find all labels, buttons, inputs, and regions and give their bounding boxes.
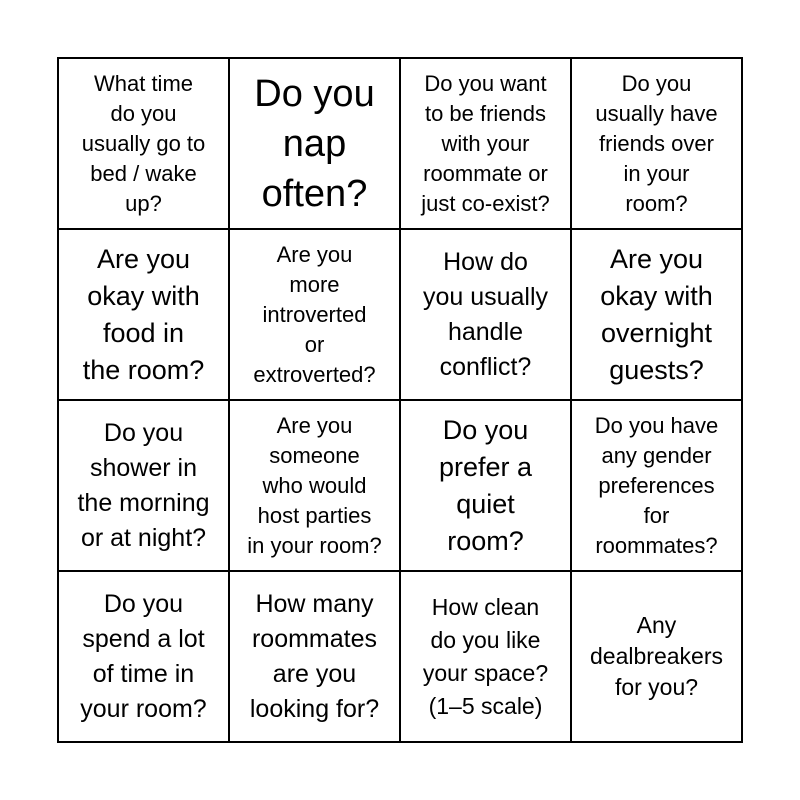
cell-text: How many roommates are you looking for? [249, 589, 380, 723]
bingo-board [57, 57, 743, 743]
cell-text: How clean do you like your space? (1–5 scale) [422, 593, 549, 719]
cell-text: Do you nap often? [254, 72, 375, 215]
cell-text: Do you prefer a quiet room? [438, 414, 533, 556]
cell-text: Do you spend a lot of time in your room? [80, 589, 207, 723]
bingo-cell-bedtime[interactable] [58, 58, 229, 229]
cell-text: Are you someone who would host parties in your room? [247, 412, 382, 558]
bingo-cell-conflict[interactable] [400, 229, 571, 400]
cell-text: How do you usually handle conflict? [422, 247, 549, 381]
bingo-cell-friends-or-coexist[interactable] [400, 58, 571, 229]
bingo-cell-shower-time[interactable] [58, 400, 229, 571]
bingo-cell-overnight-guests[interactable] [571, 229, 742, 400]
bingo-cell-food-in-room[interactable] [58, 229, 229, 400]
bingo-cell-time-in-room[interactable] [58, 571, 229, 742]
bingo-cell-how-many-roommates[interactable] [229, 571, 400, 742]
bingo-cell-introvert-extrovert[interactable] [229, 229, 400, 400]
bingo-cell-gender-preferences[interactable] [571, 400, 742, 571]
bingo-cell-cleanliness[interactable] [400, 571, 571, 742]
cell-text: Are you more introverted or extroverted? [253, 241, 376, 387]
cell-text: Do you want to be friends with your roommate or just co-exist? [421, 70, 550, 216]
bingo-cell-dealbreakers[interactable] [571, 571, 742, 742]
bingo-cell-quiet-room[interactable] [400, 400, 571, 571]
bingo-cell-nap[interactable] [229, 58, 400, 229]
bingo-cell-friends-over[interactable] [571, 58, 742, 229]
cell-text: Do you usually have friends over in your room? [595, 70, 718, 216]
cell-text: Do you have any gender preferences for roommates? [594, 412, 719, 558]
cell-text: What time do you usually go to bed / wake up? [81, 70, 206, 216]
cell-text: Any dealbreakers for you? [590, 612, 723, 700]
cell-text: Are you okay with food in the room? [82, 243, 205, 385]
cell-text: Do you shower in the morning or at night? [77, 418, 210, 552]
bingo-cell-host-parties[interactable] [229, 400, 400, 571]
cell-text: Are you okay with overnight guests? [600, 243, 713, 385]
